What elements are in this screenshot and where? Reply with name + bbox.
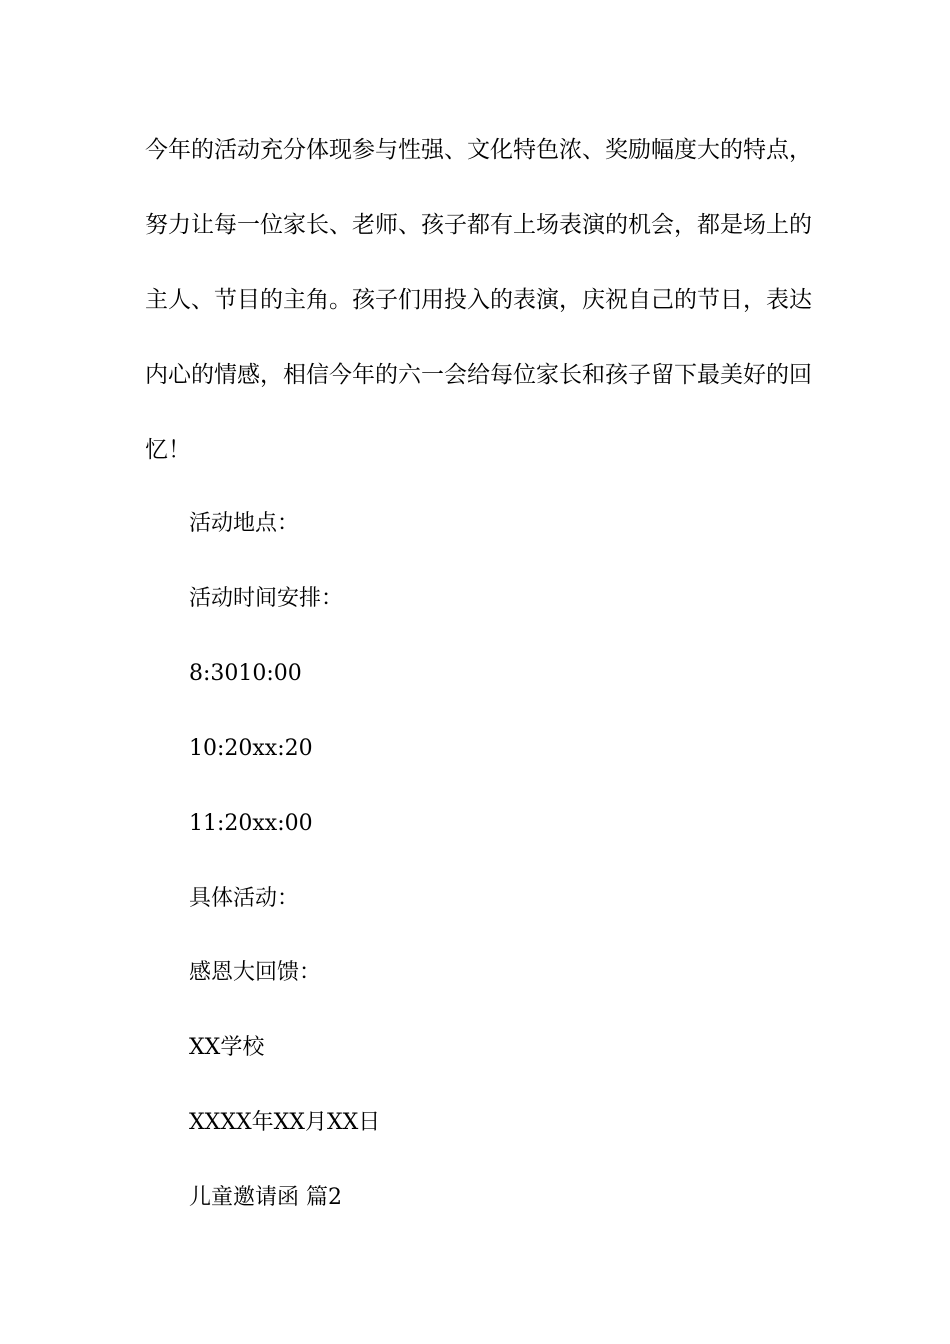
time-slot-2: 10:20xx:20	[189, 736, 313, 761]
next-section-title: 儿童邀请函 篇2	[189, 1185, 342, 1210]
schedule-label: 活动时间安排：	[189, 586, 344, 611]
paragraph-line-2: 努力让每一位家长、老师、孩子都有上场表演的机会，都是场上的	[145, 212, 812, 238]
paragraph-line-5: 忆！	[145, 437, 191, 463]
paragraph-line-4: 内心的情感，相信今年的六一会给每位家长和孩子留下最美好的回	[145, 362, 812, 388]
date-line: XXXX年XX月XX日	[189, 1110, 381, 1135]
school-name: XX学校	[189, 1035, 265, 1060]
time-slot-1: 8:3010:00	[189, 661, 302, 686]
feedback-label: 感恩大回馈：	[189, 960, 322, 985]
time-slot-3: 11:20xx:00	[189, 811, 313, 836]
activities-label: 具体活动：	[189, 886, 300, 911]
paragraph-line-3: 主人、节目的主角。孩子们用投入的表演，庆祝自己的节日，表达	[145, 287, 812, 313]
location-label: 活动地点：	[189, 511, 300, 536]
paragraph-line-1: 今年的活动充分体现参与性强、文化特色浓、奖励幅度大的特点，	[145, 137, 812, 163]
